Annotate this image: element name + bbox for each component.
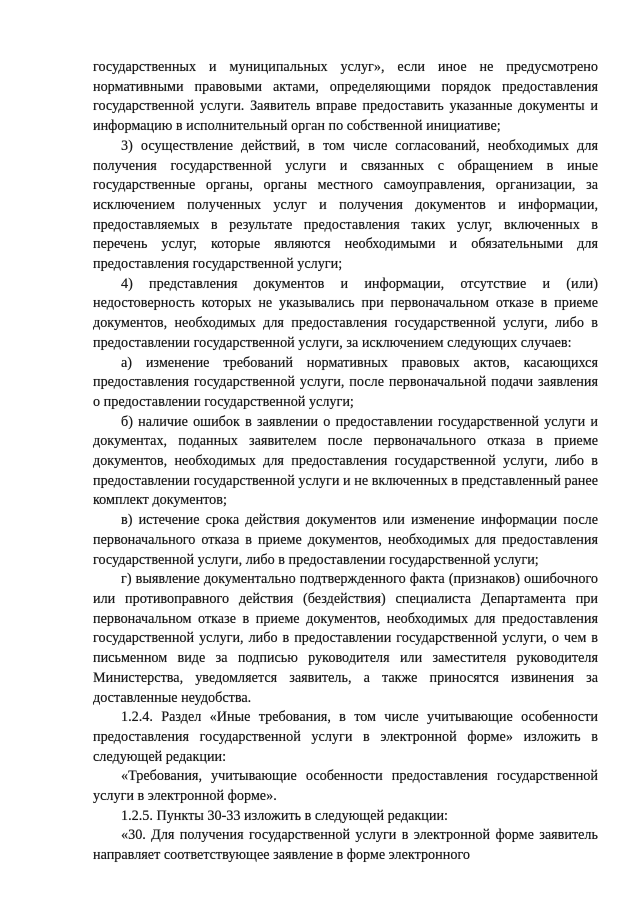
paragraph-subitem-v: в) истечение срока действия документов или изменение информации после первоначального отказа в приеме документов, необходимых для предоставления государственной услуги, либо в предоставлении государственной услуги;	[93, 512, 598, 568]
paragraph-subitem-a: а) изменение требований нормативных правовых актов, касающихся предоставления государственной услуги, после первоначальной подачи заявления о предоставлении государственной услуги;	[93, 354, 598, 410]
paragraph-30: «30. Для получения государственной услуги в электронной форме заявитель направляет соответствующее заявление в форме электронного	[93, 827, 598, 864]
section-title-quote: «Требования, учитывающие особенности предоставления государственной услуги в электронной форме».	[93, 768, 598, 805]
paragraph-1-2-5: 1.2.5. Пункты 30-33 изложить в следующей редакции:	[121, 807, 448, 824]
document-body	[93, 58, 598, 866]
paragraph-item-3: 3) осуществление действий, в том числе согласований, необходимых для получения государственной услуги и связанных с обращением в иные государственные органы, органы местного самоуправления, организации, за исключением полученных услуг и получения документов и информации, предоставляемых в результате предоставления таких услуг, включенных в перечень услуг, которые являются необходимыми и обязательными для предоставления государственной услуги;	[93, 137, 598, 273]
paragraph-1-2-4: 1.2.4. Раздел «Иные требования, в том числе учитывающие особенности предоставления государственной услуги в электронной форме» изложить в следующей редакции:	[93, 709, 598, 765]
paragraph-item-4: 4) представления документов и информации, отсутствие и (или) недостоверность которых не указывались при первоначальном отказе в приеме документов, необходимых для предоставления государственной услуги, либо в предоставлении государственной услуги, за исключением следующих случаев:	[93, 275, 598, 351]
paragraph-continuation: государственных и муниципальных услуг», если иное не предусмотрено нормативными правовыми актами, определяющими порядок предоставления государственной услуги. Заявитель вправе предоставить указанные документы и информацию в исполнительный орган по собственной инициативе;	[93, 59, 598, 135]
paragraph-subitem-b: б) наличие ошибок в заявлении о предоставлении государственной услуги и документах, поданных заявителем после первоначального отказа в приеме документов, необходимых для предоставления государственной услуги, либо в предоставлении государственной услуги и не включенных в представленный ранее комплект документов;	[93, 413, 598, 509]
paragraph-subitem-g: г) выявление документально подтвержденного факта (признаков) ошибочного или противоправного действия (бездействия) специалиста Департамента при первоначальном отказе в приеме документов, необходимых для предоставления государственной услуги, либо в предоставлении государственной услуги, о чем в письменном виде за подписью руководителя или заместителя руководителя Министерства, уведомляется заявитель, а также приносятся извинения за доставленные неудобства.	[93, 571, 598, 706]
